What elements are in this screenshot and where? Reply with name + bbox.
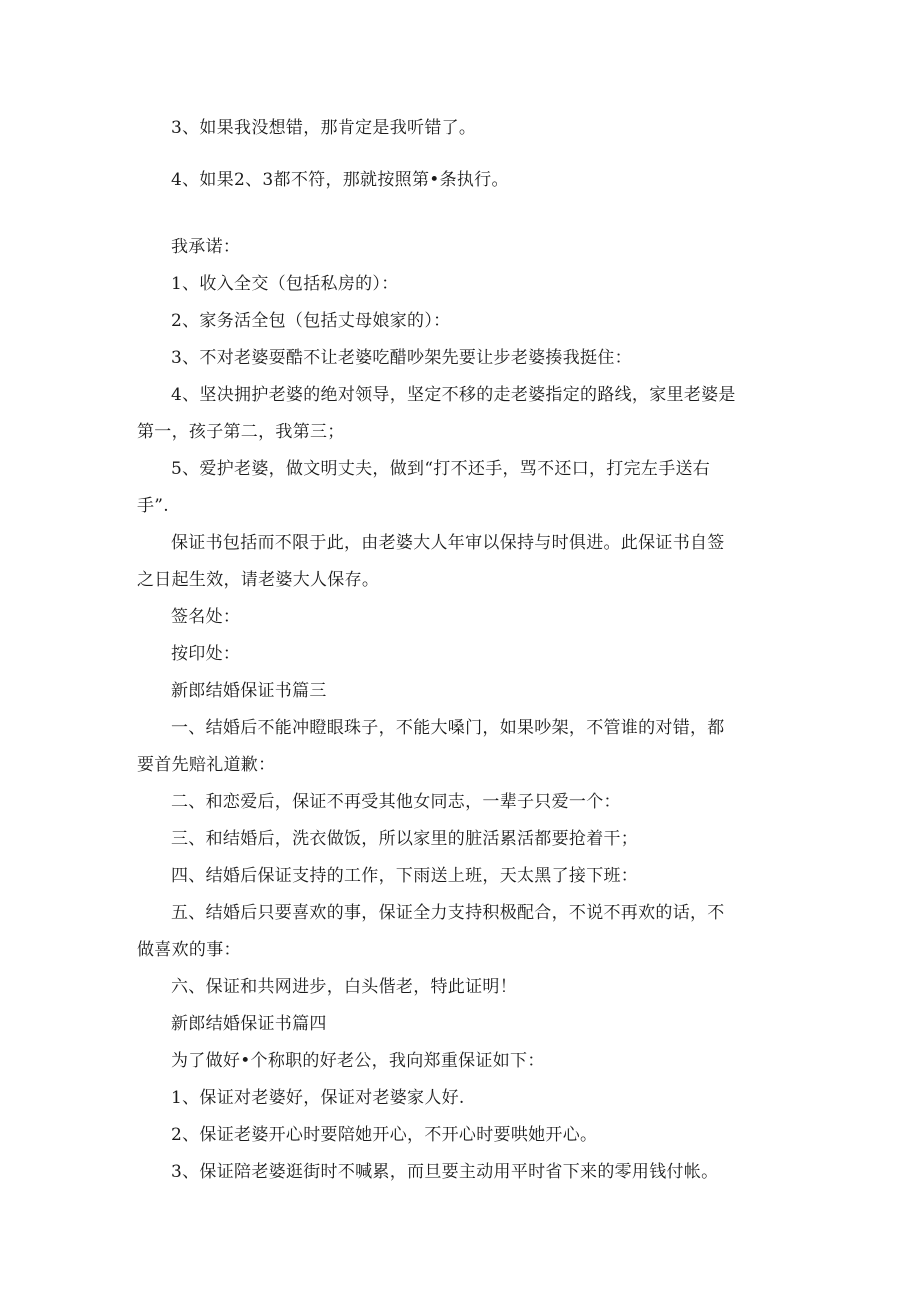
- section4-item-2: 2、保证老婆开心时要陪她开心，不开心时要哄她开心。: [171, 1125, 598, 1145]
- section3-item-6: 六、保证和共网进步，白头偕老，特此证明！: [171, 977, 517, 997]
- promise-item-2: 2、家务活全包（包括丈母娘家的）：: [171, 311, 451, 331]
- promise-item-5: 5、爱护老婆，做文明丈夫，做到“打不还手，骂不还口，打完左手送右: [171, 459, 711, 479]
- signature-line: 签名处：: [171, 607, 241, 627]
- promise-item-4: 4、坚决拥护老婆的绝对领导，坚定不移的走老婆指定的路线，家里老婆是: [171, 385, 736, 405]
- promise-item-5-cont: 手”.: [137, 496, 169, 516]
- section4-intro: 为了做好•个称职的好老公，我向郑重保证如下：: [171, 1051, 545, 1071]
- seal-line: 按印处：: [171, 644, 241, 664]
- paragraph-scope-cont: 之日起生效，请老婆大人保存。: [137, 570, 380, 590]
- promise-item-3: 3、不对老婆耍酷不让老婆吃醋吵架先要让步老婆揍我挺住：: [171, 348, 632, 368]
- list-item-3: 3、如果我没想错，那肯定是我听错了。: [171, 118, 477, 138]
- section-title-4: 新郎结婚保证书篇四: [171, 1014, 327, 1034]
- section4-item-1: 1、保证对老婆好，保证对老婆家人好.: [171, 1088, 465, 1108]
- section3-item-3: 三、和结婚后，洗衣做饭，所以家里的脏活累活都要抢着干；: [171, 829, 639, 849]
- section-heading-promise: 我承诺：: [171, 237, 241, 257]
- section3-item-4: 四、结婚后保证支持的工作，下雨送上班，天太黑了接下班：: [171, 866, 639, 886]
- section3-item-5: 五、结婚后只要喜欢的事，保证全力支持积极配合，不说不再欢的话，不: [171, 903, 725, 923]
- section3-item-2: 二、和恋爱后，保证不再受其他女同志，一辈子只爱一个：: [171, 792, 621, 812]
- section4-item-3: 3、保证陪老婆逛街时不喊累，而旦要主动用平时省下来的零用钱付帐。: [171, 1162, 719, 1182]
- section3-item-1: 一、结婚后不能冲瞪眼珠子，不能大嗓门，如果吵架，不管谁的对错，都: [171, 718, 725, 738]
- section3-item-1-cont: 要首先赔礼道歉：: [137, 755, 276, 775]
- paragraph-scope: 保证书包括而不限于此，由老婆大人年审以保持与时俱进。此保证书自签: [171, 533, 725, 553]
- list-item-4: 4、如果2、3都不符，那就按照第•条执行。: [171, 170, 509, 190]
- section-title-3: 新郎结婚保证书篇三: [171, 681, 327, 701]
- section3-item-5-cont: 做喜欢的事：: [137, 940, 241, 960]
- promise-item-4-cont: 第一，孩子第二，我第三；: [137, 422, 345, 442]
- promise-item-1: 1、收入全交（包括私房的）：: [171, 274, 399, 294]
